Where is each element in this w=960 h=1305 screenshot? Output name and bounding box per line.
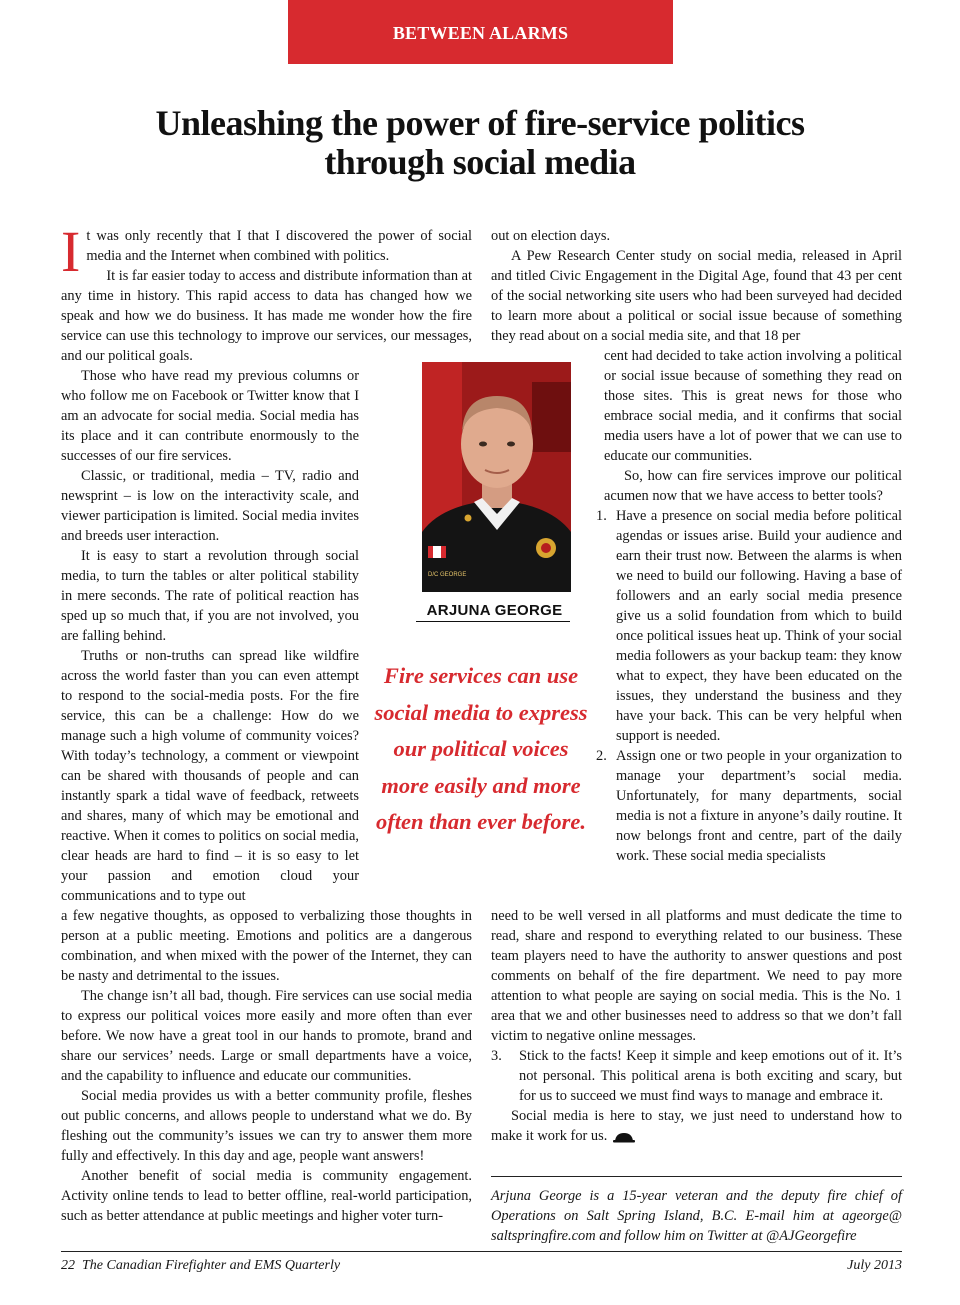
publication-name: The Canadian Firefighter and EMS Quarterly xyxy=(82,1258,341,1273)
closing-text: Social media is here to stay, we just need to understand how to make it work for us. xyxy=(491,1108,902,1144)
left-column-top xyxy=(61,219,472,366)
list-number: 2. xyxy=(596,748,607,764)
paragraph: Classic, or traditional, media – TV, radio and newsprint – is low on the interactivity scale, and viewer participation is limited. Social media invites and breeds user interaction. xyxy=(61,468,359,544)
footer-left xyxy=(61,1258,340,1274)
right-column-bottom xyxy=(491,906,902,1146)
left-column-bottom xyxy=(61,906,472,1226)
issue-date: July 2013 xyxy=(847,1258,902,1273)
caption-underline xyxy=(416,621,570,622)
paragraph: The change isn’t all bad, though. Fire services can use social media to express our political voices more easily and more often than ever before. We now have a great tool in our hands to promote, brand and share our services’ needs. Large or small departments have a voice, and the capability to influence and educate our communities. xyxy=(61,988,472,1084)
paragraph: need to be well versed in all platforms and must dedicate the time to read, share and respond to everything related to our business. These team players need to have the authority to answer questions and post comments on behalf of the fire department. We need to pay more attention to what people are saying on social media. This is the No. 1 area that we and other businesses need to address so that we don’t fall victim to negative online messages. xyxy=(491,908,902,1044)
author-portrait-image xyxy=(422,362,571,592)
paragraph: a few negative thoughts, as opposed to verbalizing those thoughts in person at a public meeting. Emotions and politics are a dangerous combination, and when mixed with the power of the Internet, they can be nasty and detrimental to the issues. xyxy=(61,908,472,984)
list-item xyxy=(588,746,902,866)
name-badge: D/C GEORGE xyxy=(428,572,467,578)
drop-cap: I xyxy=(61,219,81,284)
footer-divider xyxy=(61,1251,902,1252)
paragraph xyxy=(491,1106,902,1146)
tips-list-continued xyxy=(491,1046,902,1106)
author-bio: Arjuna George is a 15-year veteran and the deputy fire chief of Operations on Salt Spring Island, B.C. E-mail him at ageorge@ saltspringfire.com and follow him on Twitter at @AJGeorgefire xyxy=(491,1188,902,1244)
paragraph: Social media provides us with a better community profile, fleshes out public concerns, and allows people to understand what we do. By fleshing out the community’s issues we can try to answer them more fully and effectively. In this day and age, people want answers! xyxy=(61,1088,472,1164)
right-column-top xyxy=(491,226,902,346)
list-item xyxy=(491,1046,902,1106)
pull-quote: Fire services can use social media to express our political voices more easily and more often than ever before. xyxy=(374,663,588,835)
paragraph: Those who have read my previous columns or who follow me on Facebook or Twitter know that I am an advocate for social media. Social media has its place and it can contribute enormously to the successes of our fire services. xyxy=(61,368,359,464)
right-column-narrow xyxy=(596,346,902,866)
paragraph: t was only recently that I that I discovered the power of social media and the Internet when combined with politics. xyxy=(86,228,472,264)
paragraph: out on election days. xyxy=(491,228,611,244)
left-column-narrow xyxy=(61,366,359,906)
paragraph: cent had decided to take action involving a political or social issue because of something they read on those sites. This is great news for those who embrace social media, and it confirms that social media users have a lot of power that we can use to educate our communities. xyxy=(604,348,902,464)
page-number: 22 xyxy=(61,1258,75,1273)
article-headline xyxy=(100,104,860,182)
list-item xyxy=(588,506,902,746)
paragraph: Another benefit of social media is community engagement. Activity online tends to lead to better offline, real-world participation, such as better attendance at public meetings and higher voter turn- xyxy=(61,1168,472,1224)
section-banner: BETWEEN ALARMS xyxy=(288,0,673,64)
bio-divider xyxy=(491,1176,902,1177)
paragraph: A Pew Research Center study on social media, released in April and titled Civic Engagement in the Digital Age, found that 43 per cent of the social networking site users who had been surveyed had decided to learn more about a political or social issue because of something they read about on a social media site, and that 18 per xyxy=(491,248,902,344)
paragraph: So, how can fire services improve our political acumen now that we have access to better tools? xyxy=(604,468,902,504)
photo-caption: ARJUNA GEORGE xyxy=(426,602,563,619)
paragraph: Truths or non-truths can spread like wildfire across the world faster than you can even attempt to respond to the social-media posts. For the fire service, this can be a challenge: How do we manage such a high volume of community voices? With today’s technology, a comment or viewpoint can be shared with thousands of people and can instantly spark a tidal wave of feedback, retweets and shares, many of which may be emotional and reactive. When it comes to politics on social media, clear heads are hard to find – it is so easy to let your passion and emotion cloud your communications and to type out xyxy=(61,648,359,904)
footer-right xyxy=(847,1258,902,1274)
list-number: 3. xyxy=(491,1048,502,1064)
list-text: Stick to the facts! Keep it simple and keep emotions out of it. It’s not personal. This political arena is both exciting and scary, but for us to succeed we must find ways to manage and embrace it. xyxy=(519,1048,902,1104)
paragraph: It is far easier today to access and distribute information than at any time in history. This rapid access to data has changed how we speak and how we do business. It has made me wonder how the fire service can use this technology to improve our services, our messages, and our political goals. xyxy=(61,268,472,364)
paragraph: It is easy to start a revolution through social media, to turn the tables or alter political stability in mere seconds. The rate of political reaction has sped up so much that, if you are not involved, you are falling behind. xyxy=(61,548,359,644)
author-photo xyxy=(422,362,571,592)
headline-line-1: Unleashing the power of fire-service politics xyxy=(155,103,805,143)
headline-line-2: through social media xyxy=(324,142,636,182)
list-text: Have a presence on social media before political agendas or issues arise. Build your audience and earn their trust now. Between the alarms is when we need to build our following. Having a base of followers and an early social media presence give us a solid foundation from which to build once political issues heat up. Think of your social media followers as your backup team: they know what to expect, they have been educated on the issues, they understand the business and they have your back. This can be very helpful when support is needed. xyxy=(616,508,902,744)
tips-list xyxy=(588,506,902,866)
list-text: Assign one or two people in your organization to manage your department’s social media. Unfortunately, for many departments, social media is not a fixture in anyone’s daily routine. It now belongs front and centre, part of the daily work. These social media specialists xyxy=(616,748,902,864)
firefighter-helmet-icon xyxy=(613,1131,635,1143)
list-number: 1. xyxy=(596,508,607,524)
